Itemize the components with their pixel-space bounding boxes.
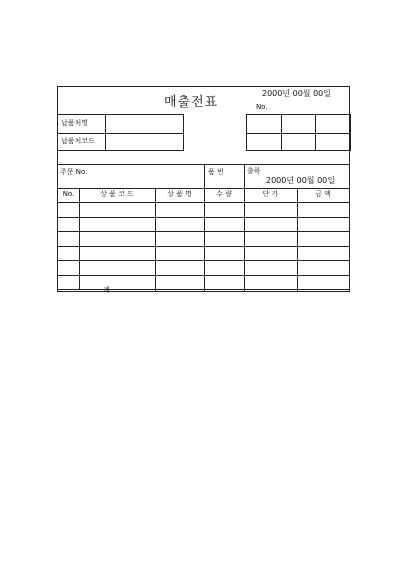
table-row[interactable] (58, 260, 349, 275)
table-header-cell: No. (62, 190, 75, 198)
order-no-label: 주문 No. (60, 168, 88, 176)
table-row[interactable] (58, 202, 349, 217)
customer-info-box (57, 114, 184, 151)
form-title: 매출전표 (164, 95, 219, 110)
customer-name-label: 납품처명 (61, 119, 89, 127)
table-header-cell: 금 액 (315, 190, 331, 198)
ship-date: 2000년 00월 00일 (266, 176, 335, 185)
table-row[interactable] (58, 231, 349, 246)
ship-label: 출하 (247, 167, 261, 175)
stamp-grid (246, 114, 351, 151)
items-table (58, 188, 349, 294)
table-row[interactable] (58, 217, 349, 232)
table-header-cell: 수 량 (216, 190, 232, 198)
customer-code-label: 납품처코드 (61, 137, 95, 145)
table-row[interactable] (58, 246, 349, 261)
table-header-cell: 단 가 (262, 190, 279, 198)
table-header-cell: 상 품 명 (167, 190, 192, 198)
customer-code-field[interactable] (106, 134, 183, 150)
form-date: 2000년 00월 00일 (262, 89, 331, 98)
customer-name-field[interactable] (106, 115, 183, 133)
sales-slip-form (57, 86, 350, 292)
total-label: 계 (103, 286, 110, 294)
form-no-label: No. (256, 103, 268, 111)
table-row[interactable] (58, 275, 349, 294)
table-header-cell: 상 품 코 드 (100, 190, 134, 198)
item-no-label: 품 번 (208, 168, 224, 176)
